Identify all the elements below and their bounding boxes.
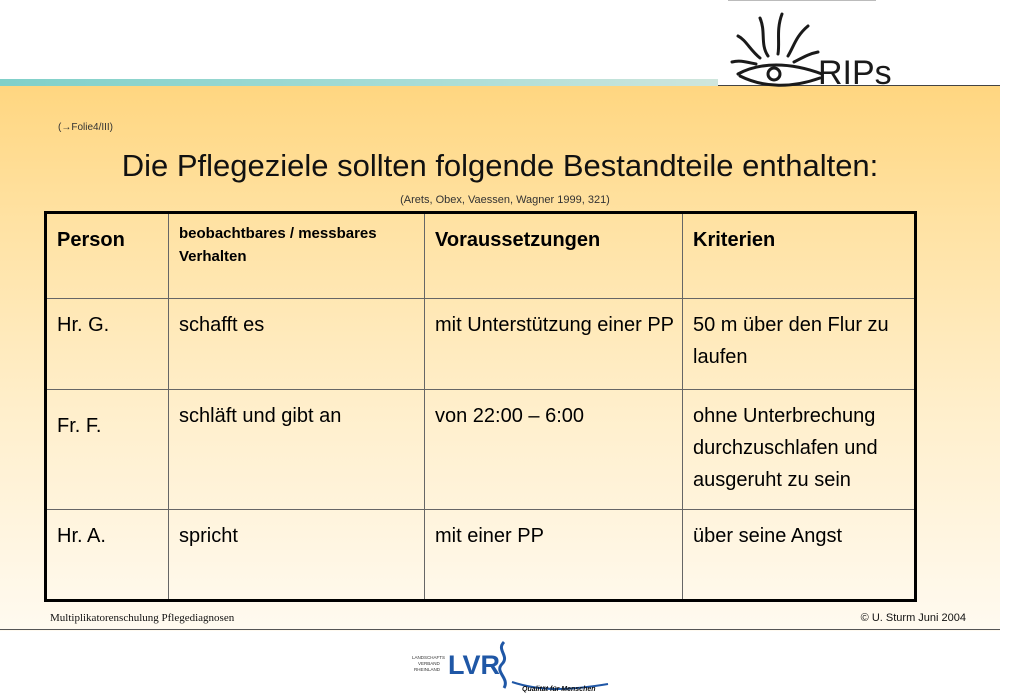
rips-logo-text: RIPs <box>818 54 892 92</box>
header-person: Person <box>46 213 169 299</box>
table-row <box>46 390 916 510</box>
table-row <box>46 510 916 601</box>
cell-behaviour: spricht <box>169 510 425 601</box>
cell-criteria: ohne Unterbrechung durchzuschlafen und ausgeruht zu sein <box>683 390 916 510</box>
cell-criteria: 50 m über den Flur zu laufen <box>683 299 916 390</box>
cell-conditions: von 22:00 – 6:00 <box>425 390 683 510</box>
slide-title: Die Pflegeziele sollten folgende Bestandteile enthalten: <box>121 148 879 183</box>
cell-conditions: mit Unterstützung einer PP <box>425 299 683 390</box>
cell-criteria: über seine Angst <box>683 510 916 601</box>
cell-person: Fr. F. <box>46 390 169 510</box>
lvr-logo-small-3: RHEINLAND <box>414 667 441 672</box>
cell-person: Hr. G. <box>46 299 169 390</box>
header-rule-top <box>728 0 876 1</box>
cell-person: Hr. A. <box>46 510 169 601</box>
footer-divider <box>0 629 1000 630</box>
lvr-logo-small-1: LANDSCHAFTS <box>412 655 446 660</box>
cell-behaviour: schafft es <box>169 299 425 390</box>
goals-table <box>44 211 917 602</box>
cell-behaviour: schläft und gibt an <box>169 390 425 510</box>
lvr-logo-small-2: VERBAND <box>418 661 440 666</box>
lvr-logo-text: LVR <box>448 650 500 680</box>
table-header-row <box>46 213 916 299</box>
river-icon <box>500 642 506 688</box>
header-behaviour: beobachtbares / messbares Verhalten <box>169 213 425 299</box>
header-criteria: Kriterien <box>683 213 916 299</box>
footer-course-name: Multiplikatorenschulung Pflegediagnosen <box>50 612 235 624</box>
rips-logo <box>730 6 892 92</box>
sun-eye-icon <box>732 14 822 85</box>
lvr-logo-tagline: Qualität für Menschen <box>522 686 596 693</box>
header-accent-strip <box>0 79 718 86</box>
lvr-logo <box>412 636 612 696</box>
slide-reference: (→Folie4/III) <box>58 122 114 133</box>
table-row <box>46 299 916 390</box>
cell-conditions: mit einer PP <box>425 510 683 601</box>
footer-copyright: © U. Sturm Juni 2004 <box>860 612 966 624</box>
header-conditions: Voraussetzungen <box>425 213 683 299</box>
slide-citation: (Arets, Obex, Vaessen, Wagner 1999, 321) <box>400 194 610 206</box>
